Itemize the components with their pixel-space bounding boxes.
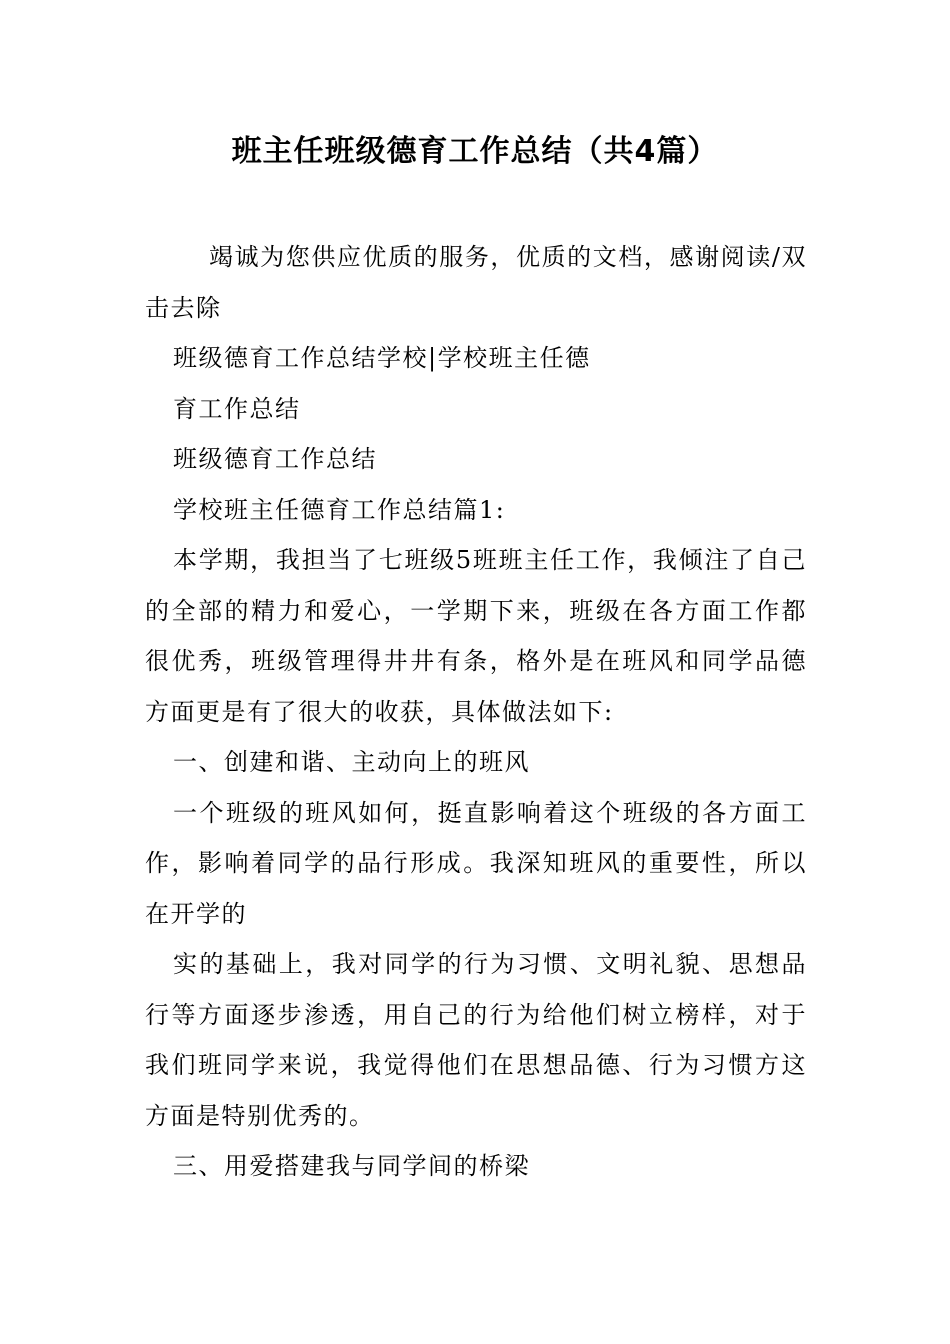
behavior-paragraph: 实的基础上，我对同学的行为习惯、文明礼貌、思想品行等方面逐步渗透，用自己的行为给他们树立榜样，对于我们班同学来说，我觉得他们在思想品德、行为习惯方这方面是特别优秀的。 [145,950,807,1130]
intro-paragraph: 本学期，我担当了七班级5班班主任工作，我倾注了自己的全部的精力和爱心，一学期下来，班级在各方面工作都很优秀，班级管理得井井有条，格外是在班风和同学品德方面更是有了很大的收获，具体做法如下: [145,546,807,726]
document-title: 班主任班级德育工作总结（共4篇） [231,134,719,169]
section-heading-three: 三、用爱搭建我与同学间的桥梁 [173,1152,530,1180]
paragraph-heading-line-2: 育工作总结 [173,394,301,423]
paragraph-heading-line-1: 班级德育工作总结学校|学校班主任德 [173,344,591,372]
paragraph-subtitle: 班级德育工作总结 [173,445,377,473]
document-body [145,232,807,1192]
class-style-paragraph: 一个班级的班风如何，挺直影响着这个班级的各方面工作，影响着同学的品行形成。我深知班风的重要性，所以在开学的 [145,798,807,928]
notice-paragraph: 竭诚为您供应优质的服务，优质的文档，感谢阅读/双击去除 [145,243,807,322]
section-title-part-1: 学校班主任德育工作总结篇1: [173,495,506,524]
section-heading-one: 一、创建和谐、主动向上的班风 [173,748,530,776]
